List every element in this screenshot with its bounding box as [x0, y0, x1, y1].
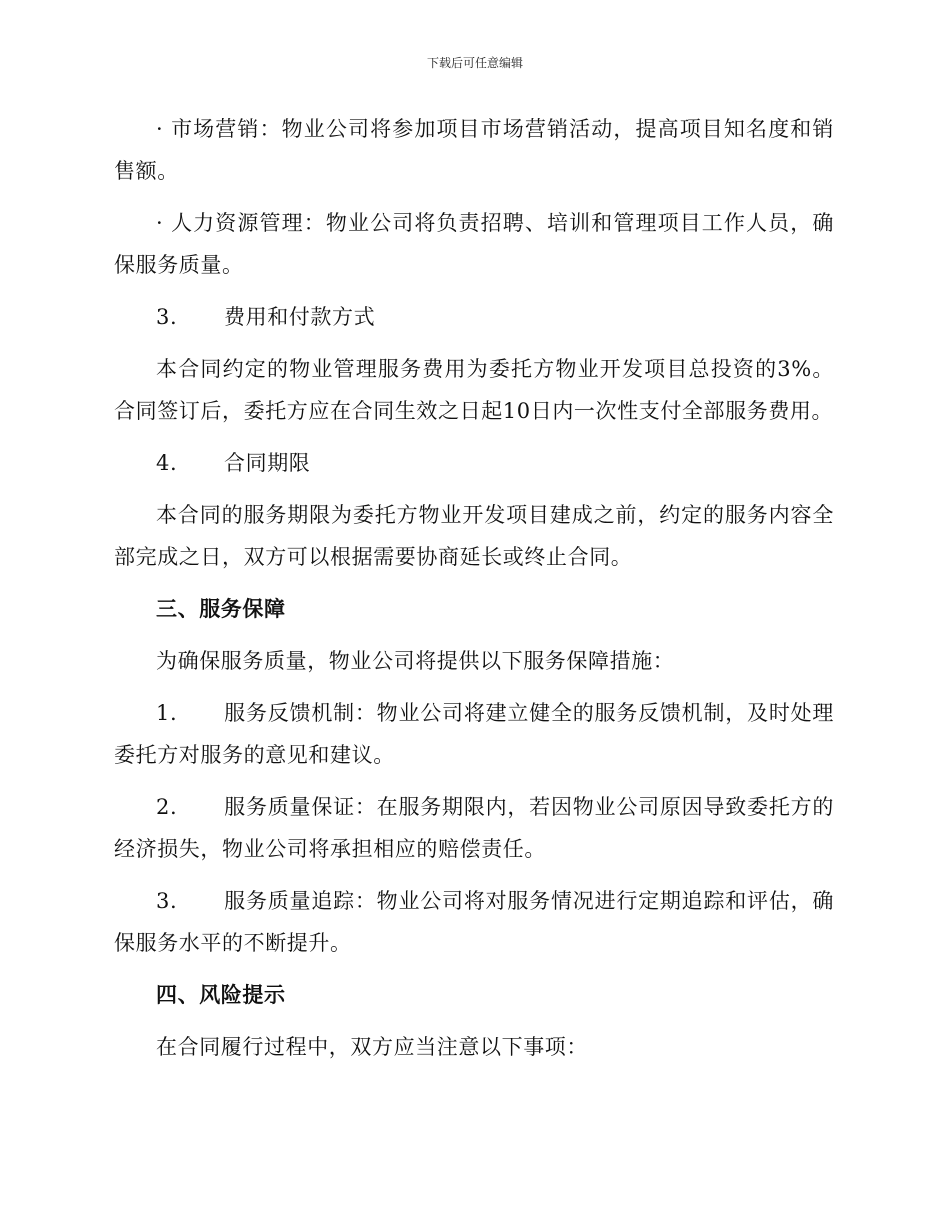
item-title: 费用和付款方式 [224, 305, 376, 329]
item-number: 3. [156, 889, 178, 913]
item-text: 服务质量保证：在服务期限内，若因物业公司原因导致委托方的经济损失，物业公司将承担相应的赔偿责任。 [114, 795, 834, 861]
fee-paragraph: 本合同约定的物业管理服务费用为委托方物业开发项目总投资的3%。合同签订后，委托方应在合同生效之日起10日内一次性支付全部服务费用。 [114, 357, 834, 423]
term-paragraph: 本合同的服务期限为委托方物业开发项目建成之前，约定的服务内容全部完成之日，双方可以根据需要协商延长或终止合同。 [114, 503, 834, 569]
page-header: 下载后可任意编辑 [426, 56, 523, 70]
bullet-hr: · 人力资源管理：物业公司将负责招聘、培训和管理项目工作人员，确保服务质量。 [114, 211, 834, 277]
guarantee-item-2 [114, 786, 834, 870]
item-text: 服务反馈机制：物业公司将建立健全的服务反馈机制，及时处理委托方对服务的意见和建议。 [114, 701, 834, 767]
item-title: 合同期限 [224, 451, 311, 475]
item-number: 3. [156, 305, 178, 329]
bullet-marketing: · 市场营销：物业公司将参加项目市场营销活动，提高项目知名度和销售额。 [114, 117, 834, 183]
item-text: 服务质量追踪：物业公司将对服务情况进行定期追踪和评估，确保服务水平的不断提升。 [114, 889, 834, 955]
guarantee-item-3 [114, 880, 834, 964]
item-3-heading [114, 296, 834, 338]
section-heading-risk-notice: 四、风险提示 [156, 982, 286, 1007]
item-number: 1. [156, 701, 178, 725]
document-body [114, 108, 834, 1078]
item-4-heading [114, 442, 834, 484]
item-number: 4. [156, 451, 178, 475]
guarantee-item-1 [114, 692, 834, 776]
guarantee-intro: 为确保服务质量，物业公司将提供以下服务保障措施： [156, 649, 675, 673]
section-heading-service-guarantee: 三、服务保障 [156, 596, 286, 621]
risk-intro: 在合同履行过程中，双方应当注意以下事项： [156, 1035, 588, 1059]
item-number: 2. [156, 795, 178, 819]
